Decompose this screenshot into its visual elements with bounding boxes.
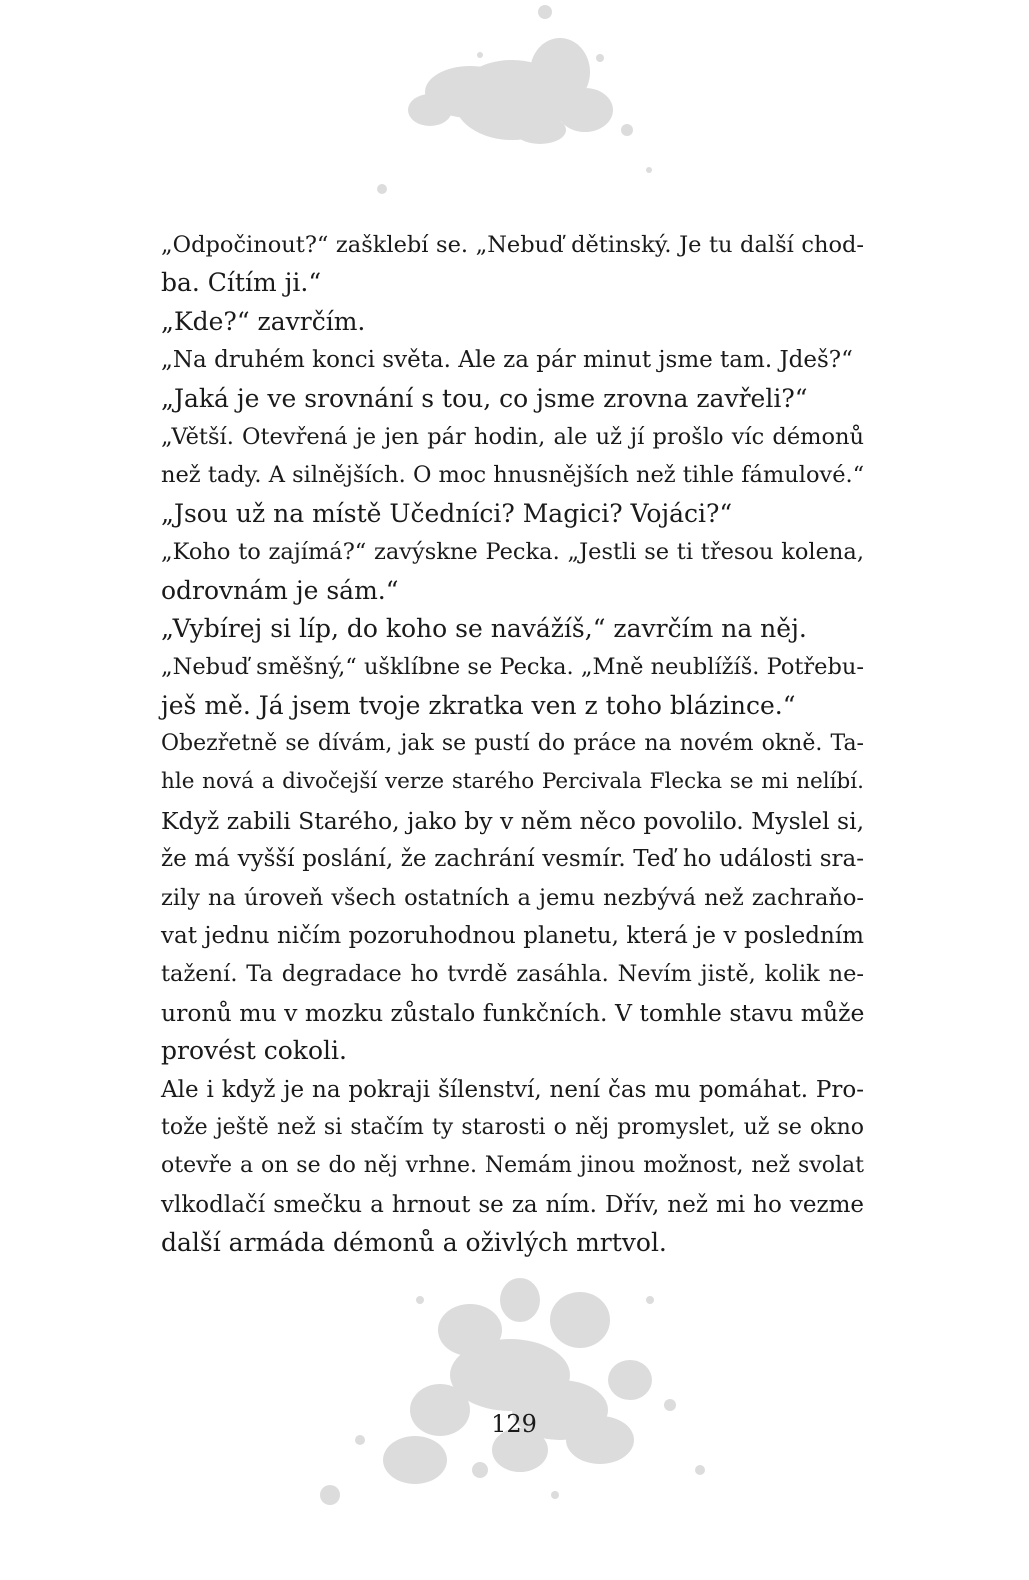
text-line: hle nová a divočejší verze starého Percivala Flecka se mi nelíbí. (161, 769, 864, 795)
text-line: „Nebuď směšný,“ ušklíbne se Pecka. „Mně neublížíš. Potřebu- (161, 654, 864, 681)
text-line: „Větší. Otevřená je jen pár hodin, ale už jí prošlo víc démonů (161, 423, 864, 450)
text-line: ba. Cítím ji.“ (161, 268, 322, 298)
text-line: „Na druhém konci světa. Ale za pár minut jsme tam. Jdeš?“ (161, 347, 853, 374)
text-line: otevře a on se do něj vrhne. Nemám jinou možnost, než svolat (161, 1153, 864, 1179)
text-line: provést cokoli. (161, 1036, 347, 1066)
text-line: vat jednu ničím pozoruhodnou planetu, která je v posledním (161, 923, 864, 950)
text-line: vlkodlačí smečku a hrnout se za ním. Dřív, než mi ho vezme (161, 1191, 864, 1218)
text-line: než tady. A silnějších. O moc hnusnějších než tihle fámulové.“ (161, 462, 865, 489)
text-line: „Odpočinout?“ zašklebí se. „Nebuď dětinský. Je tu další chod- (161, 232, 864, 258)
page-number: 129 (491, 1410, 537, 1438)
body-text (161, 226, 864, 1263)
text-line: ješ mě. Já jsem tvoje zkratka ven z toho blázince.“ (161, 690, 796, 720)
text-line: Obezřetně se dívám, jak se pustí do práce na novém okně. Ta- (161, 731, 864, 757)
text-line: uronů mu v mozku zůstalo funkčních. V tomhle stavu může (161, 998, 865, 1027)
text-line: Když zabili Starého, jako by v něm něco povolilo. Myslel si, (161, 806, 865, 835)
text-line: „Kde?“ zavrčím. (161, 306, 366, 336)
text-line: „Vybírej si líp, do koho se navážíš,“ zavrčím na něj. (161, 613, 807, 643)
text-line: že má vyšší poslání, že zachrání vesmír. Teď ho události sra- (161, 846, 864, 873)
text-line: „Jaká je ve srovnání s tou, co jsme zrovna zavřeli?“ (161, 383, 808, 413)
ink-splatter-bottom-icon (320, 1278, 705, 1505)
text-line: zily na úroveň všech ostatních a jemu nezbývá než zachraňo- (161, 884, 864, 911)
text-line: další armáda démonů a oživlých mrtvol. (161, 1228, 667, 1258)
text-line: tažení. Ta degradace ho tvrdě zasáhla. Nevím jistě, kolik ne- (161, 961, 864, 988)
text-line: tože ještě než si stačím ty starosti o něj promyslet, už se okno (161, 1114, 864, 1140)
text-line: Ale i když je na pokraji šílenství, není čas mu pomáhat. Pro- (161, 1076, 864, 1103)
text-line: „Koho to zajímá?“ zavýskne Pecka. „Jestli se ti třesou kolena, (161, 539, 864, 566)
text-line: „Jsou už na místě Učedníci? Magici? Vojáci?“ (161, 498, 733, 528)
text-line: odrovnám je sám.“ (161, 575, 399, 605)
